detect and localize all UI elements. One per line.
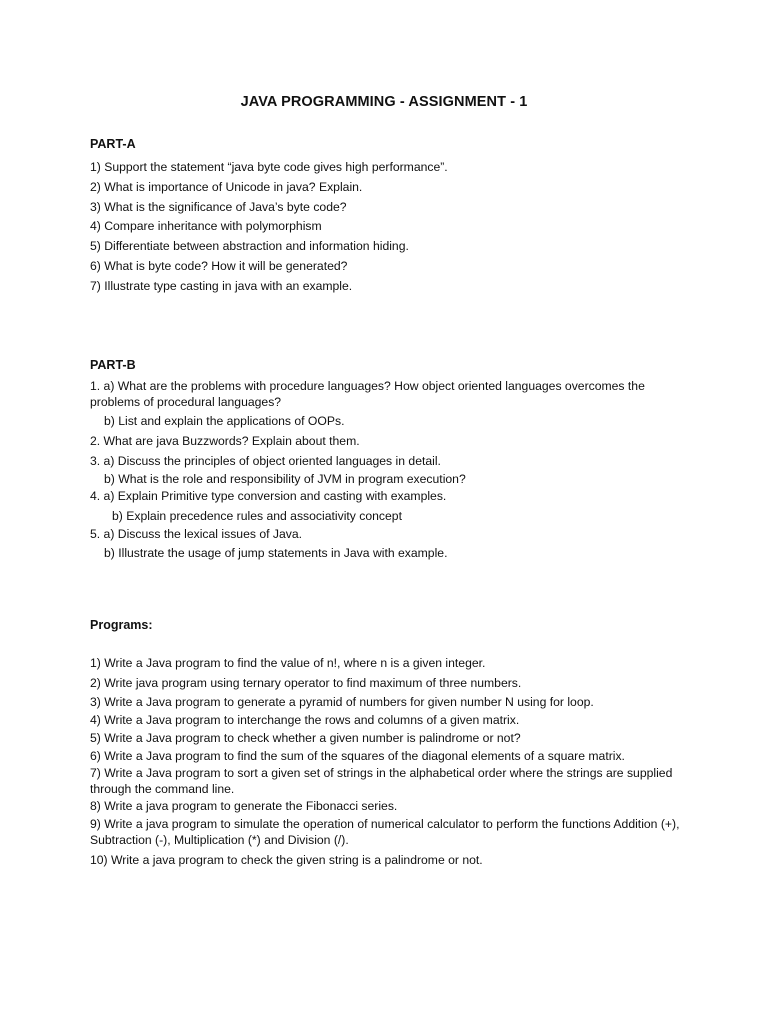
part-b-question-4b: b) Explain precedence rules and associativity concept bbox=[112, 509, 402, 523]
page-title: JAVA PROGRAMMING - ASSIGNMENT - 1 bbox=[240, 94, 528, 110]
part-b-heading: PART-B bbox=[90, 358, 136, 372]
part-b-question-1a: 1. a) What are the problems with procedure languages? How object oriented languages overcomes the problems of procedural languages? bbox=[90, 379, 645, 409]
part-a-item-7: 7) Illustrate type casting in java with an example. bbox=[90, 279, 353, 293]
program-item-10: 10) Write a java program to check the given string is a palindrome or not. bbox=[90, 853, 483, 867]
part-b-question-3b: b) What is the role and responsibility of JVM in program execution? bbox=[104, 472, 466, 486]
program-item-8: 8) Write a java program to generate the Fibonacci series. bbox=[90, 799, 398, 813]
part-a-item-6: 6) What is byte code? How it will be generated? bbox=[90, 259, 348, 273]
part-b-question-3a: 3. a) Discuss the principles of object oriented languages in detail. bbox=[90, 454, 441, 468]
program-item-7: 7) Write a Java program to sort a given set of strings in the alphabetical order where the strings are supplied through the command line. bbox=[90, 766, 673, 796]
part-a-item-4: 4) Compare inheritance with polymorphism bbox=[90, 219, 322, 233]
program-item-9: 9) Write a java program to simulate the operation of numerical calculator to perform the functions Addition (+), Subtraction (-), Multiplication (*) and Division (/). bbox=[90, 817, 680, 847]
program-item-3: 3) Write a Java program to generate a pyramid of numbers for given number N using for loop. bbox=[90, 695, 594, 709]
part-a-item-2: 2) What is importance of Unicode in java? Explain. bbox=[90, 180, 363, 194]
part-a-item-5: 5) Differentiate between abstraction and information hiding. bbox=[90, 239, 409, 253]
part-b-question-5b: b) Illustrate the usage of jump statements in Java with example. bbox=[104, 546, 448, 560]
part-a-heading: PART-A bbox=[90, 137, 136, 151]
program-item-2: 2) Write java program using ternary operator to find maximum of three numbers. bbox=[90, 676, 522, 690]
part-b-question-5a: 5. a) Discuss the lexical issues of Java. bbox=[90, 527, 303, 541]
part-b-question-2: 2. What are java Buzzwords? Explain about them. bbox=[90, 434, 360, 448]
part-b-question-4a: 4. a) Explain Primitive type conversion and casting with examples. bbox=[90, 489, 447, 503]
part-a-item-1: 1) Support the statement “java byte code gives high performance”. bbox=[90, 160, 448, 174]
program-item-5: 5) Write a Java program to check whether a given number is palindrome or not? bbox=[90, 731, 521, 745]
programs-heading: Programs: bbox=[90, 618, 153, 632]
program-item-6: 6) Write a Java program to find the sum of the squares of the diagonal elements of a square matrix. bbox=[90, 749, 625, 763]
part-a-item-3: 3) What is the significance of Java’s byte code? bbox=[90, 200, 347, 214]
program-item-1: 1) Write a Java program to find the value of n!, where n is a given integer. bbox=[90, 656, 486, 670]
program-item-4: 4) Write a Java program to interchange the rows and columns of a given matrix. bbox=[90, 713, 520, 727]
part-b-question-1b: b) List and explain the applications of OOPs. bbox=[104, 414, 345, 428]
